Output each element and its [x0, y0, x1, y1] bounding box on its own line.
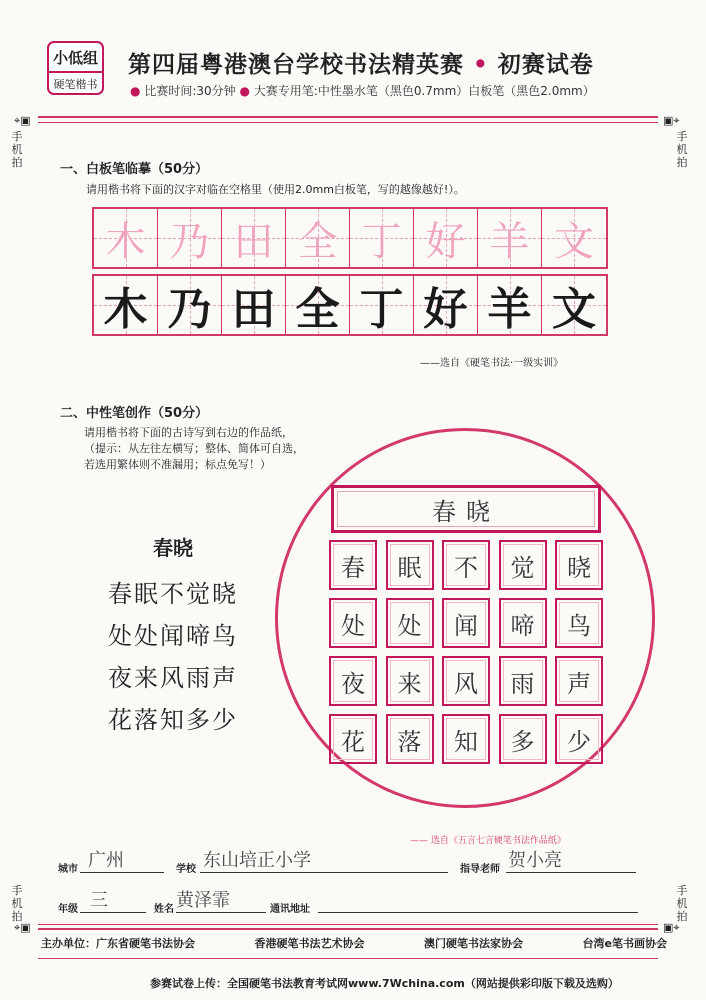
grade-label: 年级: [58, 904, 78, 915]
category-label: 硬笔楷书: [53, 78, 98, 91]
grade-field[interactable]: 三: [90, 890, 108, 911]
model-char: 好: [423, 284, 468, 335]
organizer: 香港硬笔书法艺术协会: [254, 937, 365, 950]
work-cell: [386, 598, 434, 648]
work-char: 风: [454, 669, 478, 698]
title-dot: •: [473, 51, 489, 78]
trace-cell: [158, 209, 222, 267]
trace-cell: [222, 209, 286, 267]
exam-pens: 大赛专用笔:中性墨水笔（黑色0.7mm）白板笔（黑色2.0mm）: [253, 84, 595, 98]
model-char: 田: [231, 284, 276, 335]
footer-divider-thin: [38, 924, 658, 925]
model-cell: [286, 276, 350, 334]
name-underline: [176, 912, 266, 913]
work-row: [329, 598, 603, 648]
work-char: 声: [567, 669, 591, 698]
side-label-bottom-right: 手机拍: [676, 884, 688, 923]
exam-time: 比赛时间:30分钟: [144, 84, 236, 98]
work-grid: [329, 540, 603, 772]
trace-grid: [92, 207, 608, 269]
trace-cell: [286, 209, 350, 267]
trace-char: 羊: [489, 218, 530, 265]
work-char: 不: [454, 553, 478, 582]
work-char: 落: [397, 727, 422, 756]
camera-icon: ▣⌖: [663, 114, 680, 127]
school-underline: [200, 872, 448, 873]
work-cell: [329, 540, 377, 590]
work-cell: [442, 540, 490, 590]
work-row: [329, 714, 603, 764]
school-field[interactable]: 东山培正小学: [203, 850, 311, 871]
city-underline: [80, 872, 164, 873]
trace-char: 好: [425, 218, 466, 265]
address-underline: [318, 912, 638, 913]
work-cell: [442, 598, 490, 648]
work-cell: [499, 656, 547, 706]
side-label-bottom-left: 手机拍: [11, 884, 23, 923]
work-cell: [442, 714, 490, 764]
model-char: 羊: [487, 284, 532, 335]
work-char: 多: [510, 727, 535, 756]
side-label-top-left: 手机拍: [11, 130, 23, 169]
organizer-label: 主办单位：: [41, 937, 96, 950]
city-field[interactable]: 广州: [88, 850, 124, 871]
poem-line: 花落知多少: [108, 706, 238, 734]
trace-char: 乃: [169, 218, 210, 265]
work-char: 夜: [341, 669, 365, 698]
teacher-underline: [506, 872, 636, 873]
teacher-label: 指导老师: [460, 864, 500, 875]
work-char: 觉: [510, 553, 535, 582]
grade-underline: [80, 912, 146, 913]
work-cell: [386, 714, 434, 764]
model-cell: [542, 276, 606, 334]
work-cell: [386, 540, 434, 590]
address-label: 通讯地址: [270, 904, 310, 915]
model-cell: [158, 276, 222, 334]
exam-info: ● 比赛时间:30分钟 ● 大赛专用笔:中性墨水笔（黑色0.7mm）白板笔（黑色2.0mm）: [130, 84, 595, 98]
school-label: 学校: [176, 864, 196, 875]
model-cell: [350, 276, 414, 334]
trace-char: 田: [233, 218, 274, 265]
work-char: 处: [397, 611, 422, 640]
work-char: 少: [567, 727, 591, 756]
model-char: 全: [295, 284, 340, 335]
camera-icon: ⌖▣: [14, 114, 31, 127]
trace-cell: [478, 209, 542, 267]
work-title: 春晓: [432, 497, 500, 526]
side-label-top-right: 手机拍: [676, 130, 688, 169]
organizers: [41, 935, 667, 951]
work-cell: [555, 714, 603, 764]
trace-cell: [414, 209, 478, 267]
work-cell: [386, 656, 434, 706]
work-cell: [442, 656, 490, 706]
poem-title: 春晓: [153, 536, 193, 560]
model-char: 文: [552, 284, 596, 335]
trace-char: 丁: [361, 218, 402, 265]
work-char: 知: [454, 727, 478, 756]
teacher-field[interactable]: 贺小亮: [508, 850, 562, 871]
city-label: 城市: [58, 864, 78, 875]
section2-source: —— 选自《五言七言硬笔书法作品纸》: [410, 836, 566, 846]
trace-char: 文: [554, 218, 594, 265]
footer-divider: [38, 928, 658, 930]
camera-icon: ⌖▣: [14, 921, 31, 934]
organizer: 澳门硬笔书法家协会: [424, 937, 523, 950]
work-cell: [329, 714, 377, 764]
work-char: 雨: [510, 669, 535, 698]
work-row: [329, 656, 603, 706]
poem-line: 处处闻啼鸟: [108, 622, 238, 650]
work-cell: [555, 598, 603, 648]
header-divider: [38, 116, 658, 118]
model-cell: [94, 276, 158, 334]
work-cell: [499, 598, 547, 648]
section1-source: ——选自《硬笔书法·一级实训》: [420, 358, 564, 369]
group-label: 小低组: [49, 43, 102, 73]
camera-icon: ▣⌖: [663, 921, 680, 934]
name-field[interactable]: 黄泽霏: [176, 890, 230, 911]
work-char: 晓: [567, 553, 591, 582]
work-cell: [499, 714, 547, 764]
model-cell: [414, 276, 478, 334]
work-char: 啼: [510, 611, 535, 640]
work-char: 鸟: [567, 611, 591, 640]
section2-title: 二、中性笔创作（50分）: [60, 406, 209, 421]
work-cell: [555, 540, 603, 590]
name-label: 姓名: [154, 904, 174, 915]
model-grid: [92, 274, 608, 336]
work-row: [329, 540, 603, 590]
trace-cell: [542, 209, 606, 267]
poem-line: 春眠不觉晓: [108, 580, 238, 608]
trace-cell: [94, 209, 158, 267]
work-char: 花: [341, 727, 365, 756]
work-title-box: [331, 485, 601, 533]
model-char: 丁: [359, 284, 404, 335]
work-char: 闻: [454, 611, 478, 640]
trace-char: 全: [297, 218, 338, 265]
work-char: 春: [341, 553, 365, 582]
upload-info: 参赛试卷上传：全国硬笔书法教育考试网www.7Wchina.com（网站提供彩印版下载及选购）: [150, 977, 619, 990]
work-char: 眠: [397, 553, 422, 582]
work-cell: [499, 540, 547, 590]
section1-instruction: 请用楷书将下面的汉字对临在空格里（使用2.0mm白板笔，写的越像越好!）。: [86, 183, 465, 196]
section1-title: 一、白板笔临摹（50分）: [60, 162, 209, 177]
header-divider-thin: [38, 122, 658, 123]
model-cell: [222, 276, 286, 334]
group-badge: [47, 41, 104, 95]
trace-cell: [350, 209, 414, 267]
section2-instruction: 请用楷书将下面的古诗写到右边的作品纸， （提示：从左往左横写；整体、简体可自选， 若选用繁体则不准漏用；标点免写！）: [84, 426, 304, 471]
work-char: 来: [397, 669, 422, 698]
work-cell: [329, 598, 377, 648]
organizer: 广东省硬笔书法协会: [96, 937, 195, 950]
poem-line: 夜来风雨声: [108, 664, 238, 692]
trace-char: 木: [105, 218, 146, 265]
page-title: 第四届粤港澳台学校书法精英赛 • 初赛试卷: [128, 51, 594, 78]
organizer: 台湾e笔书画协会: [582, 937, 667, 950]
footer-bottom-divider: [38, 958, 658, 959]
work-cell: [329, 656, 377, 706]
work-cell: [555, 656, 603, 706]
model-cell: [478, 276, 542, 334]
model-char: 木: [103, 284, 148, 335]
model-char: 乃: [167, 284, 212, 335]
work-char: 处: [341, 611, 365, 640]
poem: [88, 532, 258, 741]
